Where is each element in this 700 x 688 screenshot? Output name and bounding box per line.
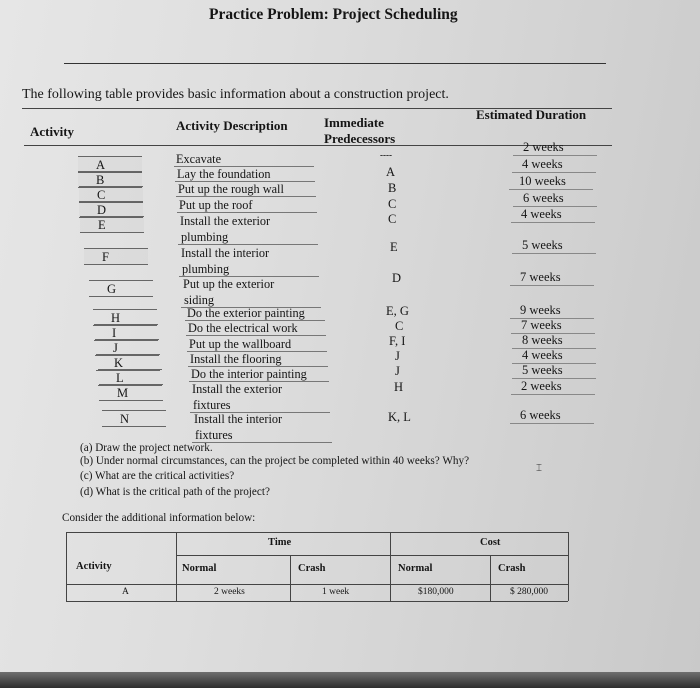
duration-value: 4 weeks (522, 348, 563, 362)
predecessor-value: J (395, 349, 400, 363)
cost-table-cost-crash-header: Crash (498, 563, 526, 574)
predecessor-value: F, I (389, 334, 406, 348)
cost-table-cost-normal-header: Normal (398, 563, 433, 574)
activity-letter: K (114, 356, 124, 370)
cost-row-time-normal: 2 weeks (214, 587, 245, 597)
activity-description: fixtures (195, 428, 233, 442)
activity-letter: F (102, 250, 109, 264)
activity-description: Do the interior painting (191, 367, 307, 381)
description-row-rule (178, 244, 318, 245)
header-description: Activity Description (176, 118, 288, 133)
activity-cell-box (89, 280, 153, 297)
duration-value: 9 weeks (520, 303, 561, 317)
duration-row-rule (510, 285, 594, 286)
cost-row-time-crash: 1 week (322, 587, 350, 597)
activity-description: Install the exterior (192, 382, 283, 396)
activity-letter: I (112, 326, 117, 340)
header-predecessors-2: Predecessors (324, 131, 396, 146)
activity-letter: B (96, 173, 105, 187)
activity-description: Put up the roof (179, 198, 253, 212)
title-underline (64, 63, 606, 64)
predecessor-value: E, G (386, 304, 409, 318)
cost-row-cost-crash: $ 280,000 (510, 587, 548, 597)
duration-value: 4 weeks (521, 207, 562, 221)
cost-table-time-header: Time (268, 537, 292, 548)
activity-description: Lay the foundation (177, 167, 271, 181)
duration-value: 6 weeks (520, 408, 561, 422)
intro-text: The following table provides basic information about a construction project. (22, 87, 449, 102)
activity-description: Do the electrical work (188, 321, 298, 335)
predecessor-value: H (394, 380, 404, 394)
predecessor-value: C (388, 212, 397, 226)
description-row-rule (177, 212, 317, 213)
question-d: (d) What is the critical path of the project? (80, 486, 270, 498)
activity-description: plumbing (181, 230, 229, 244)
cost-table-cost-header: Cost (480, 537, 501, 548)
description-row-rule (176, 196, 316, 197)
duration-value: 5 weeks (522, 363, 563, 377)
predecessor-value: A (386, 165, 396, 179)
predecessor-value: B (388, 181, 397, 195)
activity-description: Put up the exterior (183, 277, 275, 291)
predecessor-value: C (388, 197, 397, 211)
question-a: (a) Draw the project network. (80, 442, 213, 454)
question-c: (c) What are the critical activities? (80, 470, 235, 482)
activity-letter: A (96, 158, 106, 172)
header-duration: Estimated Duration (476, 107, 587, 122)
description-row-rule (192, 442, 332, 443)
duration-row-rule (511, 222, 595, 223)
activity-letter: N (120, 412, 130, 426)
duration-row-rule (512, 172, 596, 173)
additional-intro: Consider the additional information below: (62, 512, 256, 524)
activity-letter: D (97, 203, 107, 217)
predecessor-value: J (395, 364, 400, 378)
activity-description: Install the interior (181, 246, 270, 260)
duration-row-rule (509, 189, 593, 190)
activity-cell-box (99, 384, 163, 401)
activity-description: Install the flooring (190, 352, 282, 366)
activity-cell-box (84, 248, 148, 265)
duration-value: 7 weeks (520, 270, 561, 284)
duration-value: 6 weeks (523, 191, 564, 205)
cost-table-time-normal-header: Normal (182, 563, 217, 574)
activity-letter: G (107, 282, 117, 296)
activity-description: Put up the rough wall (178, 182, 284, 196)
duration-value: 7 weeks (521, 318, 562, 332)
activity-letter: E (98, 218, 106, 232)
duration-value: 5 weeks (522, 238, 563, 252)
duration-value: 2 weeks (521, 379, 562, 393)
cost-table-time-crash-header: Crash (298, 563, 326, 574)
cost-table-activity-header: Activity (76, 561, 112, 572)
duration-row-rule (511, 394, 595, 395)
duration-value: 8 weeks (522, 333, 563, 347)
duration-value: 4 weeks (522, 157, 563, 171)
activity-description: Put up the wallboard (189, 337, 292, 351)
cost-row-cost-normal: $180,000 (418, 587, 454, 597)
header-activity: Activity (30, 124, 75, 139)
activity-description: Install the exterior (180, 214, 271, 228)
activity-description: Do the exterior painting (187, 306, 305, 320)
duration-row-rule (510, 423, 594, 424)
table-top-rule (22, 108, 612, 109)
duration-value: 10 weeks (519, 174, 566, 188)
activity-letter: L (116, 371, 124, 385)
predecessor-value: C (395, 319, 404, 333)
description-row-rule (186, 335, 326, 336)
predecessor-value: ---- (380, 150, 392, 160)
predecessor-value: K, L (388, 410, 411, 424)
activity-letter: J (113, 341, 118, 355)
predecessor-value: D (392, 271, 402, 285)
cursor-icon: ⌶ (536, 463, 542, 474)
cost-row-activity: A (122, 587, 129, 597)
duration-row-rule (512, 253, 596, 254)
activity-letter: M (117, 386, 129, 400)
activity-description: Excavate (176, 152, 222, 166)
activity-letter: H (111, 311, 121, 325)
activity-description: fixtures (193, 398, 231, 412)
activity-cell-box (102, 410, 166, 427)
page-title: Practice Problem: Project Scheduling (209, 6, 458, 23)
activity-description: Install the interior (194, 412, 283, 426)
question-b: (b) Under normal circumstances, can the project be completed within 40 weeks? Why? (80, 455, 470, 467)
predecessor-value: E (390, 240, 398, 254)
activity-description: plumbing (182, 262, 230, 276)
header-predecessors-1: Immediate (324, 115, 384, 130)
activity-letter: C (97, 188, 106, 202)
activity-cell-box (80, 216, 144, 233)
duration-row-rule (513, 155, 597, 156)
activity-description: siding (184, 293, 215, 307)
bottom-shadow (0, 672, 700, 688)
duration-value: 2 weeks (523, 140, 564, 154)
